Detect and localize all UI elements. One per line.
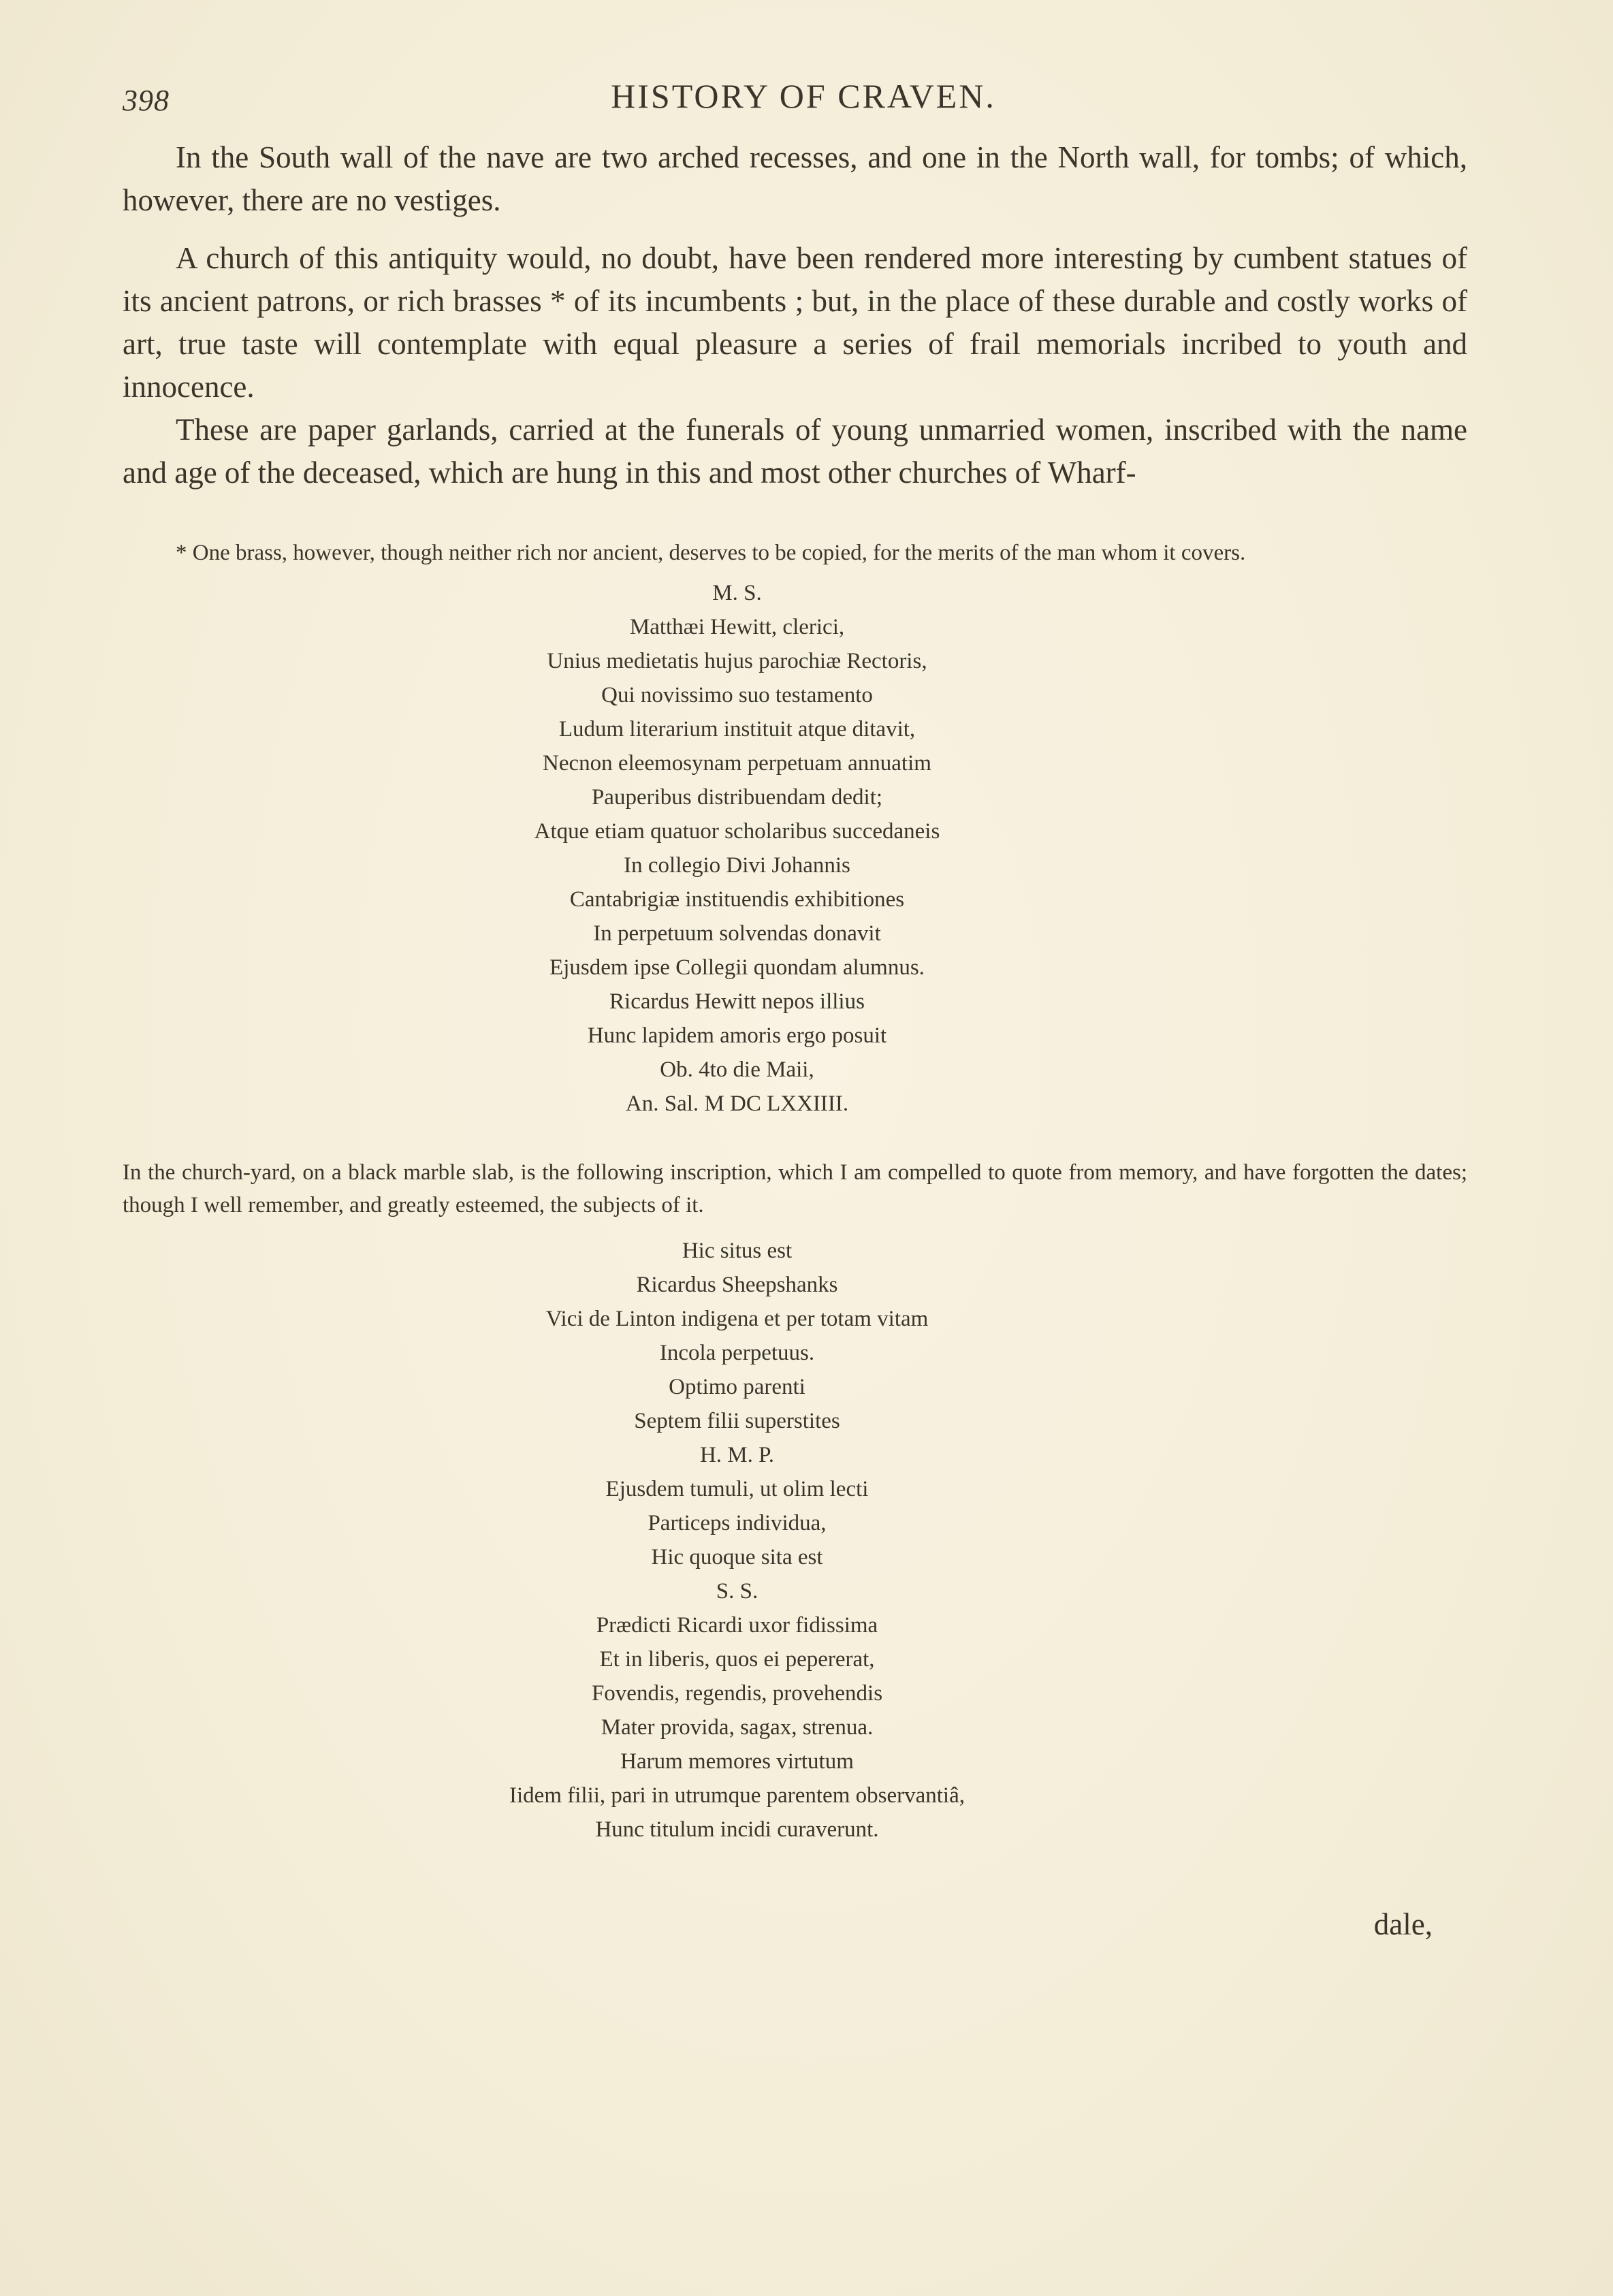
inscription-line: In perpetuum solvendas donavit (593, 921, 881, 946)
paragraph: These are paper garlands, carried at the funerals of young unmarried women, inscribed with the name and age of the deceased, which are hung in this and most other churches of Wharf- (123, 413, 1467, 490)
inscription-line: Cantabrigiæ instituendis exhibitiones (569, 887, 905, 912)
inscription-line: An. Sal. M DC LXXIIII. (625, 1091, 849, 1116)
paragraph: A church of this antiquity would, no doubt, have been rendered more interesting by cumbent statues of its ancient patrons, or rich brasses * of its incumbents ; but, in the place of these durable and costly works of art, true taste will contemplate with equal pleasure a series of frail memorials incribed to youth and innocence. (123, 241, 1467, 404)
main-text (123, 136, 1467, 494)
inscription-line: Et in liberis, quos ei pepererat, (599, 1647, 875, 1672)
inscription-line: Fovendis, regendis, provehendis (591, 1681, 883, 1706)
inscription-line: Atque etiam quatuor scholaribus succedaneis (534, 819, 940, 844)
inscription-line: Harum memores virtutum (620, 1749, 854, 1774)
inscription-line: Particeps individua, (648, 1511, 827, 1535)
inscription-line: Iidem filii, pari in utrumque parentem observantiâ, (509, 1783, 965, 1808)
inscription-line: Necnon eleemosynam perpetuam annuatim (543, 751, 931, 776)
inscription-line: Prædicti Ricardi uxor fidissima (596, 1613, 878, 1638)
inscription-line: Optimo parenti (669, 1375, 805, 1399)
inscription-line: H. M. P. (699, 1443, 775, 1467)
inscription-line: Ricardus Sheepshanks (636, 1273, 838, 1297)
inscription-line: Hic quoque sita est (651, 1545, 823, 1569)
footnote-text: * One brass, however, though neither rich nor ancient, deserves to be copied, for the merits of the man whom it covers. (176, 541, 1246, 565)
paragraph: In the South wall of the nave are two arched recesses, and one in the North wall, for tombs; of which, however, there are no vestiges. (123, 140, 1467, 217)
inscription-line: M. S. (712, 581, 762, 605)
hewitt-inscription (123, 576, 1467, 1121)
inscription-line: Septem filii superstites (634, 1409, 840, 1433)
inscription-line: Vici de Linton indigena et per totam vitam (545, 1307, 929, 1331)
inscription-line: Ejusdem ipse Collegii quondam alumnus. (549, 955, 925, 980)
inscription-line: Mater provida, sagax, strenua. (601, 1715, 874, 1740)
inscription-line: Ejusdem tumuli, ut olim lecti (605, 1477, 869, 1501)
inscription-line: Ricardus Hewitt nepos illius (609, 989, 865, 1014)
inscription-line: S. S. (716, 1579, 758, 1604)
inscription-line: Qui novissimo suo testamento (601, 683, 873, 707)
inscription-line: Pauperibus distribuendam dedit; (591, 785, 883, 810)
inscription-line: Hic situs est (682, 1239, 793, 1263)
inscription-line: Ob. 4to die Maii, (660, 1057, 814, 1082)
running-title: HISTORY OF CRAVEN. (611, 77, 996, 115)
page-header (123, 76, 1484, 124)
footnote-text: In the church-yard, on a black marble slab, is the following inscription, which I am compelled to quote from memory, and have forgotten the dates; though I well remember, and greatly esteemed, the subjects of it. (123, 1160, 1467, 1217)
catchword: dale, (1373, 1907, 1433, 1941)
inscription-line: In collegio Divi Johannis (624, 853, 850, 878)
inscription-line: Hunc lapidem amoris ergo posuit (587, 1023, 887, 1048)
inscription-line: Ludum literarium instituit atque ditavit, (558, 717, 916, 742)
footnote-section (123, 537, 1467, 1847)
inscription-line: Matthæi Hewitt, clerici, (629, 615, 845, 639)
inscription-line: Incola perpetuus. (659, 1341, 815, 1365)
inscription-line: Hunc titulum incidi curaverunt. (595, 1817, 879, 1842)
sheepshanks-inscription (123, 1234, 1467, 1847)
inscription-line: Unius medietatis hujus parochiæ Rectoris, (547, 649, 927, 673)
page-number: 398 (123, 84, 170, 117)
